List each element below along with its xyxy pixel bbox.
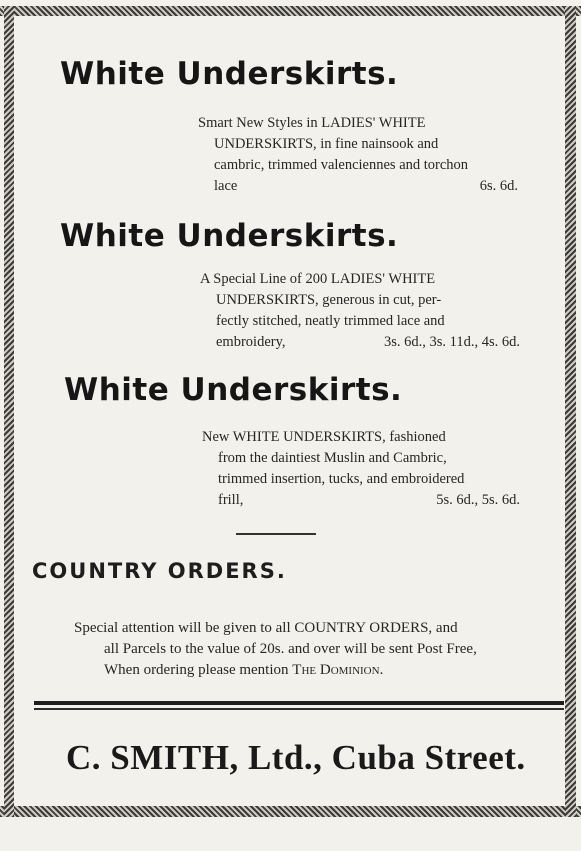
section-divider — [236, 533, 316, 535]
country-orders-text — [74, 618, 561, 681]
ornamental-border-bottom — [0, 806, 581, 817]
ornamental-border-right — [565, 6, 576, 817]
description-2 — [200, 269, 520, 353]
desc-2-line-4: embroidery, — [216, 334, 286, 350]
footer-rule-thin — [34, 708, 564, 710]
desc-1-line-2: UNDERSKIRTS, in fine nainsook and — [214, 136, 439, 152]
desc-3-line-3: trimmed insertion, tucks, and embroidered — [218, 471, 465, 487]
desc-3-line-2: from the daintiest Muslin and Cambric, — [218, 450, 447, 466]
desc-3-line-1: New WHITE UNDERSKIRTS, fashioned — [202, 429, 446, 445]
ornamental-border-top — [0, 6, 581, 16]
description-3 — [202, 427, 520, 511]
headline-2: White Underskirts. — [60, 218, 399, 254]
price-1: 6s. 6d. — [479, 178, 518, 194]
merchant-name: C. SMITH, Ltd., Cuba Street. — [66, 738, 526, 777]
headline-3: White Underskirts. — [64, 372, 403, 408]
price-2: 3s. 6d., 3s. 11d., 4s. 6d. — [383, 334, 520, 350]
ornamental-border-left — [4, 6, 14, 817]
desc-3-line-4: frill, — [218, 492, 244, 508]
desc-2-line-2: UNDERSKIRTS, generous in cut, per- — [216, 292, 442, 308]
country-line-3-text: When ordering please mention — [104, 662, 289, 678]
description-1 — [198, 113, 518, 197]
footer-rule-thick — [34, 701, 564, 705]
price-3: 5s. 6d., 5s. 6d. — [436, 492, 520, 508]
desc-2-line-1: A Special Line of 200 LADIES' WHITE — [200, 271, 436, 287]
country-line-2: all Parcels to the value of 20s. and over will be sent Post Free, — [104, 641, 477, 657]
desc-2-line-3: fectly stitched, neatly trimmed lace and — [216, 313, 445, 329]
country-line-1: Special attention will be given to all COUNTRY ORDERS, and — [74, 620, 458, 636]
ad-content — [14, 16, 565, 806]
desc-1-line-3: cambric, trimmed valenciennes and torchon — [214, 157, 469, 173]
country-orders-title: COUNTRY ORDERS. — [32, 559, 287, 583]
country-line-3 — [74, 660, 561, 681]
desc-1-line-4: lace — [214, 178, 238, 194]
desc-1-line-1: Smart New Styles in LADIES' WHITE — [198, 115, 426, 131]
newspaper-name: The Dominion. — [292, 662, 384, 678]
headline-1: White Underskirts. — [60, 56, 399, 92]
